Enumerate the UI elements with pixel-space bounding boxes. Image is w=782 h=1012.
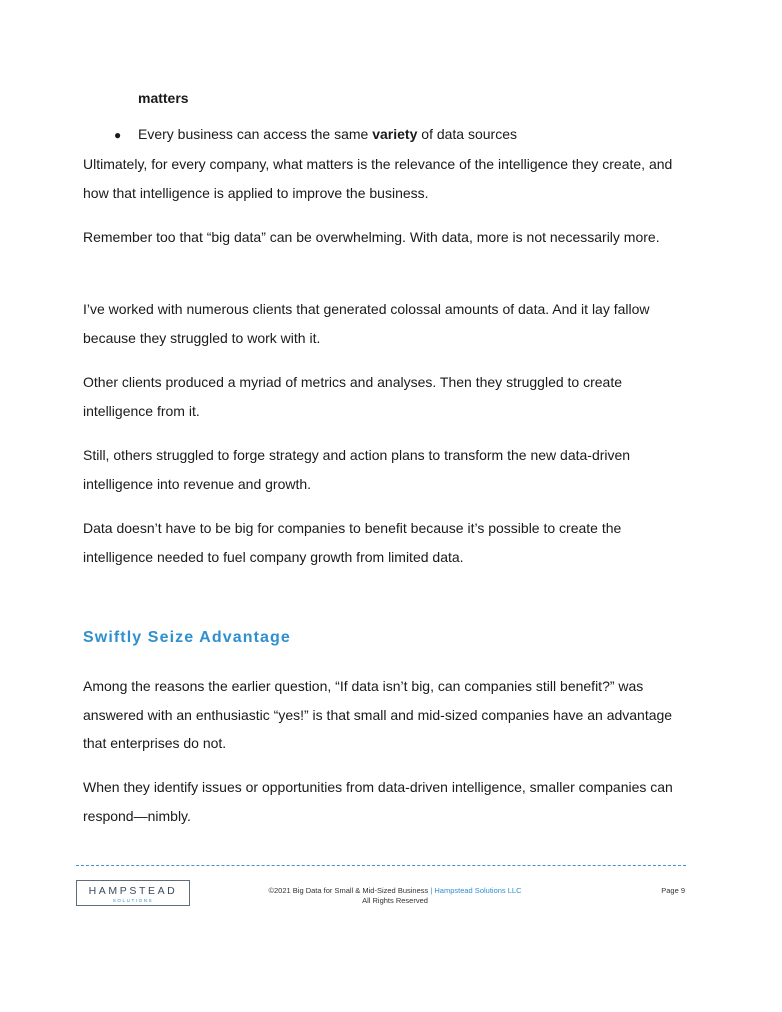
paragraph: Still, others struggled to forge strategy and action plans to transform the new data-driven intelligence into revenue and growth. [83,447,631,492]
page-number: Page 9 [661,886,685,895]
footer-divider [76,865,686,866]
footer-copyright: ©2021 Big Data for Small & Mid-Sized Business [268,886,429,895]
footer-rights: All Rights Reserved [362,896,428,905]
logo-subtitle: SOLUTIONS [112,898,154,903]
footer-copyright-block [230,886,560,906]
bullet-dot-icon: ● [114,128,122,142]
bullet-text-after: of data sources [417,126,518,142]
paragraph: Ultimately, for every company, what matters is the relevance of the intelligence they create, and how that intelligence is applied to improve the business. [83,156,673,201]
paragraph: Data doesn’t have to be big for companies to benefit because it’s possible to create the intelligence needed to fuel company growth from limited data. [83,520,622,565]
footer-separator: | [428,886,435,895]
paragraph: Among the reasons the earlier question, “If data isn’t big, can companies still benefit?” was answered with an enthusiastic “yes!” is that small and mid-sized companies have an advantage that enterprises do not. [83,678,673,752]
logo-wordmark: HAMPSTEAD [88,885,178,897]
paragraph: I’ve worked with numerous clients that generated colossal amounts of data. And it lay fallow because they struggled to work with it. [83,301,650,346]
company-logo [76,880,190,906]
paragraph: Remember too that “big data” can be overwhelming. With data, more is not necessarily more. [83,229,660,245]
section-heading: Swiftly Seize Advantage [83,629,291,646]
list-continuation-text: matters [138,90,189,106]
bullet-item [114,126,517,145]
paragraph: Other clients produced a myriad of metrics and analyses. Then they struggled to create intelligence from it. [83,374,623,419]
bullet-text-before: Every business can access the same [138,126,373,142]
bullet-text [138,126,517,145]
footer-copyright-line [230,886,560,896]
footer-company: Hampstead Solutions LLC [434,886,522,895]
paragraph: When they identify issues or opportunities from data-driven intelligence, smaller companies can respond—nimbly. [83,779,673,824]
bullet-text-bold: variety [372,126,418,142]
